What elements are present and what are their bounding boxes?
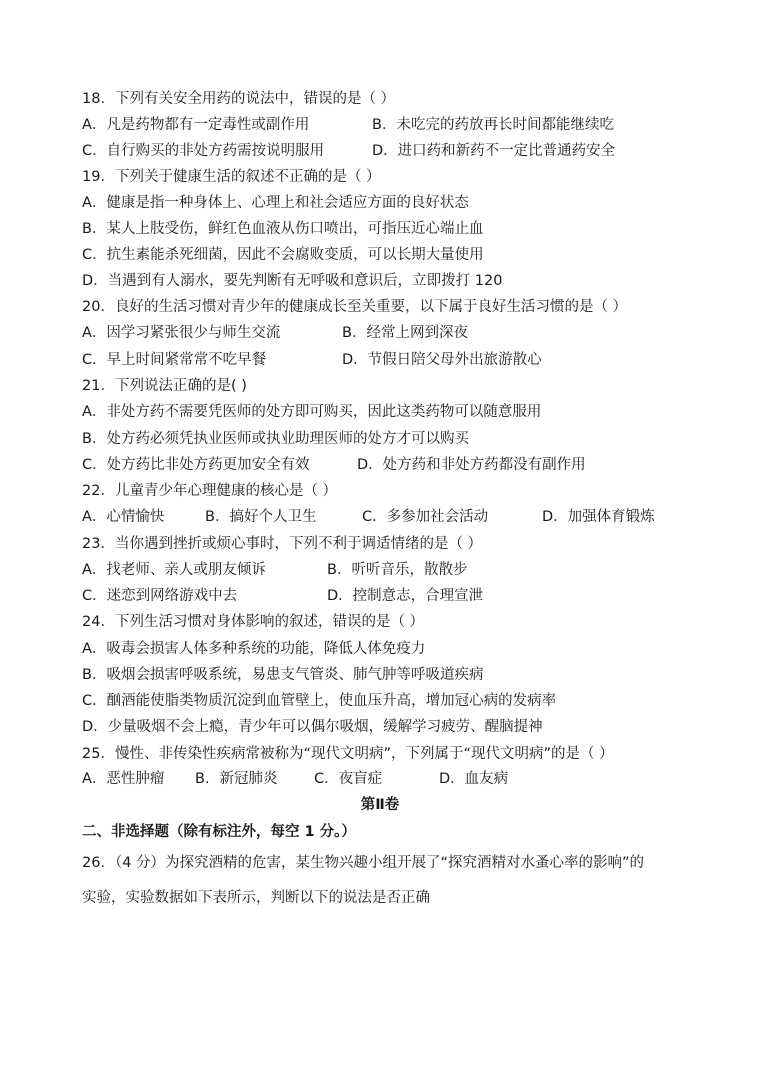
question-23-options-row-2 xyxy=(82,586,702,606)
question-25-option-b: B．新冠肺炎 xyxy=(195,771,278,787)
question-19-option-c: C．抗生素能杀死细菌，因此不会腐败变质，可以长期大量使用 xyxy=(82,247,484,263)
question-21-options-row-3 xyxy=(82,455,702,475)
question-20-options-row-2 xyxy=(82,350,702,370)
section-2-heading: 二、非选择题（除有标注外，每空 1 分。） xyxy=(82,824,356,840)
question-24-option-a: A．吸毒会损害人体多种系统的功能，降低人体免疫力 xyxy=(82,641,426,657)
question-22-stem: 22．儿童青少年心理健康的核心是（ ） xyxy=(82,483,338,499)
question-25-options-row xyxy=(82,769,702,789)
question-23-option-b: B．听听音乐，散散步 xyxy=(327,562,468,578)
question-18-option-d: D．进口药和新药不一定比普通药安全 xyxy=(372,143,616,159)
question-23-option-d: D．控制意志，合理宣泄 xyxy=(327,588,484,604)
question-23-option-a: A．找老师、亲人或朋友倾诉 xyxy=(82,562,266,578)
question-25-option-d: D．血友病 xyxy=(439,771,509,787)
question-18-option-b: B．未吃完的药放再长时间都能继续吃 xyxy=(372,117,614,133)
question-18-option-a: A．凡是药物都有一定毒性或副作用 xyxy=(82,117,310,133)
part-2-title: 第Ⅱ卷 xyxy=(360,797,400,813)
question-20-stem: 20．良好的生活习惯对青少年的健康成长至关重要，以下属于良好生活习惯的是（ ） xyxy=(82,299,628,315)
question-23-stem: 23．当你遇到挫折或烦心事时，下列不利于调适情绪的是（ ） xyxy=(82,536,483,552)
question-21-option-b: B．处方药必须凭执业医师或执业助理医师的处方才可以购买 xyxy=(82,431,469,447)
question-24-option-b: B．吸烟会损害呼吸系统，易患支气管炎、肺气肿等呼吸道疾病 xyxy=(82,667,484,683)
question-18-option-c: C．自行购买的非处方药需按说明服用 xyxy=(82,143,325,159)
question-20-options-row-1 xyxy=(82,323,702,343)
question-22-option-b: B．搞好个人卫生 xyxy=(205,509,317,525)
question-22-options-row xyxy=(82,507,702,527)
question-25-stem: 25．慢性、非传染性疾病常被称为“现代文明病”，下列属于“现代文明病”的是（ ） xyxy=(82,746,614,762)
question-26-line-1: 26．（4 分）为探究酒精的危害，某生物兴趣小组开展了“探究酒精对水蚤心率的影响”的 xyxy=(82,855,645,871)
question-21-option-d: D．处方药和非处方药都没有副作用 xyxy=(357,457,586,473)
question-22-option-c: C．多参加社会活动 xyxy=(362,509,489,525)
question-19-option-d: D．当遇到有人溺水，要先判断有无呼吸和意识后，立即拨打 120 xyxy=(82,273,503,289)
question-18-options-row-1 xyxy=(82,115,702,135)
question-20-option-d: D．节假日陪父母外出旅游散心 xyxy=(342,352,542,368)
question-20-option-a: A．因学习紧张很少与师生交流 xyxy=(82,325,281,341)
question-25-option-a: A．恶性肿瘤 xyxy=(82,771,165,787)
question-22-option-a: A．心情愉快 xyxy=(82,509,165,525)
question-21-stem: 21．下列说法正确的是( ) xyxy=(82,378,247,394)
question-21-option-c: C．处方药比非处方药更加安全有效 xyxy=(82,457,310,473)
question-24-stem: 24．下列生活习惯对身体影响的叙述，错误的是（ ） xyxy=(82,614,425,630)
question-26-line-2: 实验，实验数据如下表所示，判断以下的说法是否正确 xyxy=(82,890,430,906)
question-23-option-c: C．迷恋到网络游戏中去 xyxy=(82,588,238,604)
question-20-option-c: C．早上时间紧常常不吃早餐 xyxy=(82,352,267,368)
question-25-option-c: C．夜盲症 xyxy=(314,771,383,787)
question-19-option-b: B．某人上肢受伤，鲜红色血液从伤口喷出，可指压近心端止血 xyxy=(82,221,484,237)
question-18-options-row-2 xyxy=(82,141,702,161)
question-20-option-b: B．经常上网到深夜 xyxy=(342,325,468,341)
question-23-options-row-1 xyxy=(82,560,702,580)
question-18-stem: 18．下列有关安全用药的说法中，错误的是（ ） xyxy=(82,91,396,107)
question-21-option-a: A．非处方药不需要凭医师的处方即可购买，因此这类药物可以随意服用 xyxy=(82,404,542,420)
question-19-stem: 19．下列关于健康生活的叙述不正确的是（ ） xyxy=(82,169,381,185)
question-22-option-d: D．加强体育锻炼 xyxy=(542,509,655,525)
question-24-option-c: C．酗酒能使脂类物质沉淀到血管壁上，使血压升高，增加冠心病的发病率 xyxy=(82,693,557,709)
question-19-option-a: A．健康是指一种身体上、心理上和社会适应方面的良好状态 xyxy=(82,195,469,211)
question-24-option-d: D．少量吸烟不会上瘾，青少年可以偶尔吸烟，缓解学习疲劳、醒脑提神 xyxy=(82,719,543,735)
